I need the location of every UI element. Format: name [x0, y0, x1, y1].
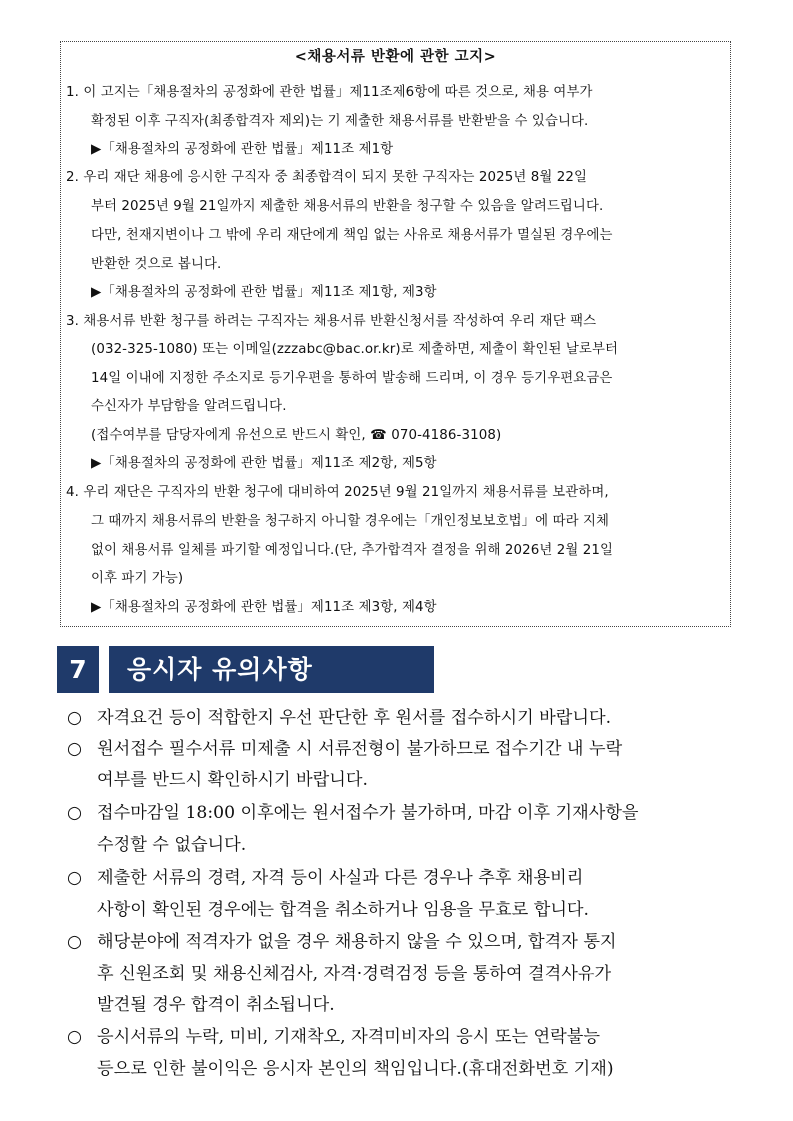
- bullet-1-line-1: 자격요건 등이 적합한지 우선 판단한 후 원서를 접수하시기 바랍니다.: [97, 708, 612, 728]
- notice-item-4-legal-reference: ▶「채용절차의 공정화에 관한 법률」제11조 제3항, 제4항: [91, 600, 437, 615]
- section-number: 7: [57, 646, 99, 693]
- bullet-6-line-1: 응시서류의 누락, 미비, 기재착오, 자격미비자의 응시 또는 연락불능: [97, 1027, 600, 1047]
- bullet-3: [67, 801, 639, 825]
- bullet-2-line-2: 여부를 반드시 확인하시기 바랍니다.: [97, 770, 368, 790]
- bullet-3-line-2: 수정할 수 없습니다.: [97, 835, 247, 855]
- notice-item-3-line-3: 14일 이내에 지정한 주소지로 등기우편을 통하여 발송해 드리며, 이 경우 등기우편요금은: [91, 371, 613, 386]
- notice-item-4-line-3: 없이 채용서류 일체를 파기할 예정입니다.(단, 추가합격자 결정을 위해 2026년 2월 21일: [91, 543, 614, 558]
- notice-item-3-legal-reference: ▶「채용절차의 공정화에 관한 법률」제11조 제2항, 제5항: [91, 456, 437, 471]
- notice-item-1-legal-reference: ▶「채용절차의 공정화에 관한 법률」제11조 제1항: [91, 142, 394, 157]
- bullet-6: [67, 1025, 600, 1049]
- bullet-5-line-2: 후 신원조회 및 채용신체검사, 자격·경력검정 등을 통하여 결격사유가: [97, 964, 612, 984]
- document-return-notice-box: [60, 41, 731, 627]
- bullet-5: [67, 930, 617, 954]
- bullet-circle-icon: ○: [67, 868, 82, 888]
- notice-item-4-line-4: 이후 파기 가능): [91, 571, 184, 586]
- bullet-circle-icon: ○: [67, 708, 82, 728]
- bullet-5-line-3: 발견될 경우 합격이 취소됩니다.: [97, 995, 335, 1015]
- notice-item-2-line-1: 2. 우리 재단 채용에 응시한 구직자 중 최종합격이 되지 못한 구직자는 2025년 8월 22일: [66, 170, 588, 185]
- bullet-2: [67, 737, 622, 761]
- bullet-1: [67, 706, 611, 730]
- notice-item-4-line-1: 4. 우리 재단은 구직자의 반환 청구에 대비하여 2025년 9월 21일까지 채용서류를 보관하며,: [66, 485, 609, 500]
- section-title: 응시자 유의사항: [109, 646, 434, 693]
- notice-item-1-line-1: 1. 이 고지는「채용절차의 공정화에 관한 법률」제11조제6항에 따른 것으로, 채용 여부가: [66, 85, 593, 100]
- notice-item-3-line-1: 3. 채용서류 반환 청구를 하려는 구직자는 채용서류 반환신청서를 작성하여 우리 재단 팩스: [66, 314, 597, 329]
- bullet-circle-icon: ○: [67, 803, 82, 823]
- bullet-2-line-1: 원서접수 필수서류 미제출 시 서류전형이 불가하므로 접수기간 내 누락: [97, 739, 623, 759]
- bullet-4-line-2: 사항이 확인된 경우에는 합격을 취소하거나 임용을 무효로 합니다.: [97, 900, 589, 920]
- notice-item-2-line-3: 다만, 천재지변이나 그 밖에 우리 재단에게 책임 없는 사유로 채용서류가 멸실된 경우에는: [91, 228, 613, 243]
- notice-item-3-line-4: 수신자가 부담함을 알려드립니다.: [91, 399, 287, 414]
- bullet-circle-icon: ○: [67, 739, 82, 759]
- notice-item-2-line-4: 반환한 것으로 봅니다.: [91, 257, 222, 272]
- notice-item-1-line-2: 확정된 이후 구직자(최종합격자 제외)는 기 제출한 채용서류를 반환받을 수 있습니다.: [91, 114, 589, 129]
- notice-item-3-line-5: (접수여부를 담당자에게 유선으로 반드시 확인, ☎ 070-4186-3108): [91, 428, 502, 443]
- bullet-4: [67, 866, 583, 890]
- bullet-5-line-1: 해당분야에 적격자가 없을 경우 채용하지 않을 수 있으며, 합격자 통지: [97, 932, 617, 952]
- bullet-6-line-2: 등으로 인한 불이익은 응시자 본인의 책임입니다.(휴대전화번호 기재): [97, 1059, 614, 1079]
- notice-title: <채용서류 반환에 관한 고지>: [294, 49, 497, 65]
- notice-item-2-line-2: 부터 2025년 9월 21일까지 제출한 채용서류의 반환을 청구할 수 있음을 알려드립니다.: [91, 199, 604, 214]
- bullet-circle-icon: ○: [67, 932, 82, 952]
- notice-item-4-line-2: 그 때까지 채용서류의 반환을 청구하지 아니할 경우에는「개인정보보호법」에 따라 지체: [91, 514, 610, 529]
- bullet-4-line-1: 제출한 서류의 경력, 자격 등이 사실과 다른 경우나 추후 채용비리: [97, 868, 584, 888]
- notice-item-2-legal-reference: ▶「채용절차의 공정화에 관한 법률」제11조 제1항, 제3항: [91, 285, 437, 300]
- notice-item-3-line-2: (032-325-1080) 또는 이메일(zzzabc@bac.or.kr)로 제출하면, 제출이 확인된 날로부터: [91, 342, 619, 357]
- bullet-circle-icon: ○: [67, 1027, 82, 1047]
- bullet-3-line-1: 접수마감일 18:00 이후에는 원서접수가 불가하며, 마감 이후 기재사항을: [97, 803, 639, 823]
